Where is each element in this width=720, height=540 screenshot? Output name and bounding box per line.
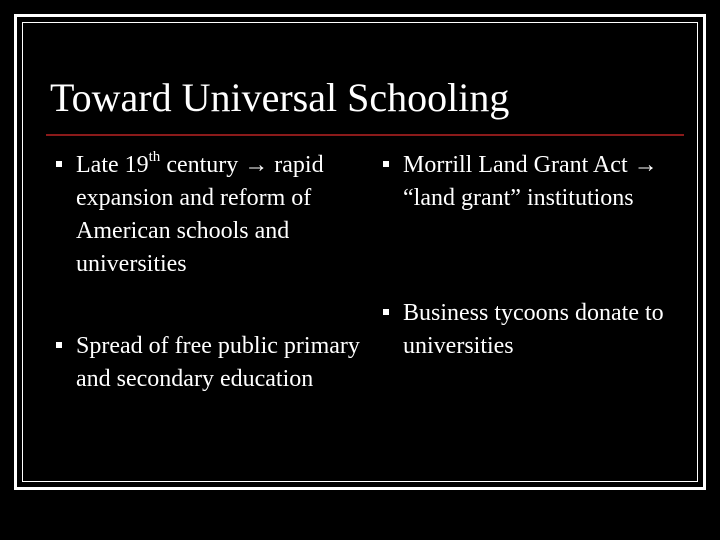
bullet-item-free-public-education — [76, 330, 366, 396]
bullet-text: Spread of free public primary and secondary education — [76, 333, 360, 392]
bullet-item-morrill-act — [403, 149, 693, 215]
square-bullet-icon — [56, 342, 62, 348]
bullet-item-business-tycoons — [403, 297, 693, 363]
bullet-text — [76, 149, 366, 281]
bullet-text-part: Late 19 — [76, 152, 149, 178]
superscript: th — [148, 149, 161, 165]
bullet-text: Morrill Land Grant Act → “land grant” institutions — [403, 152, 658, 211]
bullet-text-part: rapid expansion and reform of American schools and universities — [76, 152, 324, 277]
square-bullet-icon — [383, 161, 389, 167]
title-divider — [46, 134, 684, 136]
bullet-text: Business tycoons donate to universities — [403, 300, 664, 359]
square-bullet-icon — [383, 309, 389, 315]
bullet-text-part: century → — [160, 152, 269, 178]
slide-title: Toward Universal Schooling — [50, 75, 510, 120]
bullet-item-late-19th-century — [76, 149, 366, 281]
square-bullet-icon — [56, 161, 62, 167]
